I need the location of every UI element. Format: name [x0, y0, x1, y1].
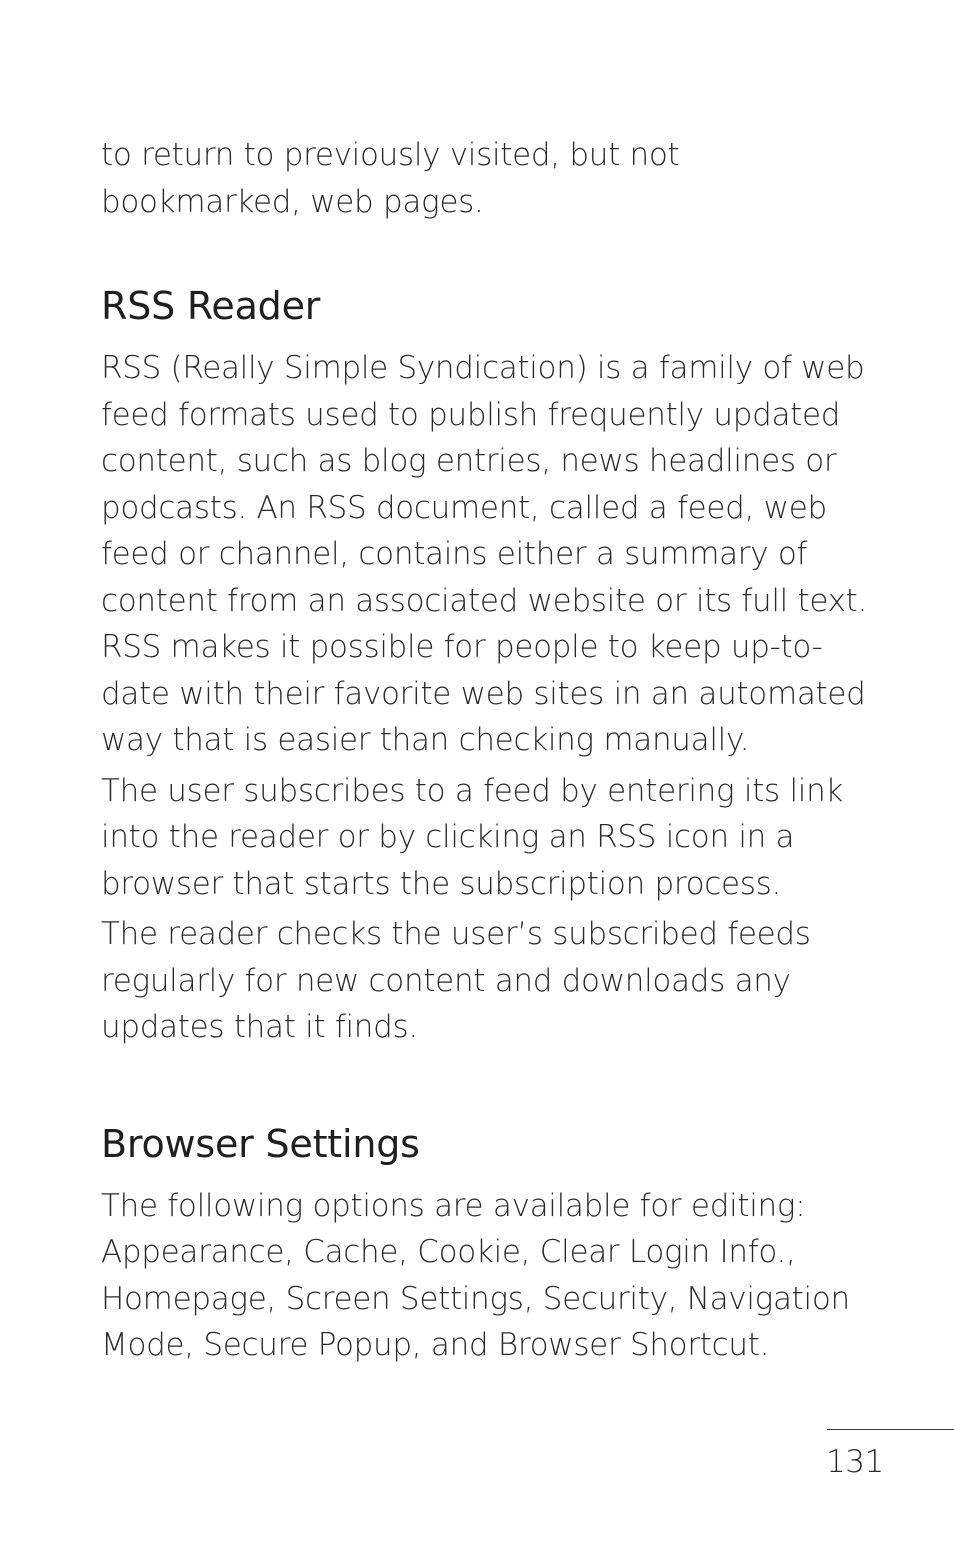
footer-divider [827, 1429, 954, 1430]
intro-paragraph: to return to previously visited, but not bookmarked, web pages. [101, 137, 680, 220]
rss-reader-section [101, 345, 881, 1051]
browser-settings-section [101, 1183, 881, 1369]
rss-paragraph-2: The user subscribes to a feed by entering its link into the reader or by clicking an RSS icon in a browser that starts the subscription process. [101, 772, 844, 902]
rss-reader-heading: RSS Reader [101, 284, 321, 328]
rss-paragraph-3: The reader checks the user’s subscribed feeds regularly for new content and downloads any updates that it finds. [101, 916, 811, 1045]
rss-paragraph-1: RSS (Really Simple Syndication) is a family of web feed formats used to publish frequently updated content, such as blog entries, news headlines or podcasts. An RSS document, called a feed, web feed or channel, contains either a summary of content from an associated website or its full text. RSS makes it possible for people to keep up-to-date with their favorite web sites in an automated way that is easier than checking manually. [101, 350, 868, 758]
browser-settings-paragraph: The following options are available for editing: Appearance, Cache, Cookie, Clear Login Info., Homepage, Screen Settings, Security, Navigation Mode, Secure Popup, and Browser Shortcut. [101, 1187, 850, 1363]
page-content [101, 132, 881, 1369]
page-number: 131 [826, 1444, 884, 1480]
browser-settings-heading: Browser Settings [101, 1121, 420, 1166]
